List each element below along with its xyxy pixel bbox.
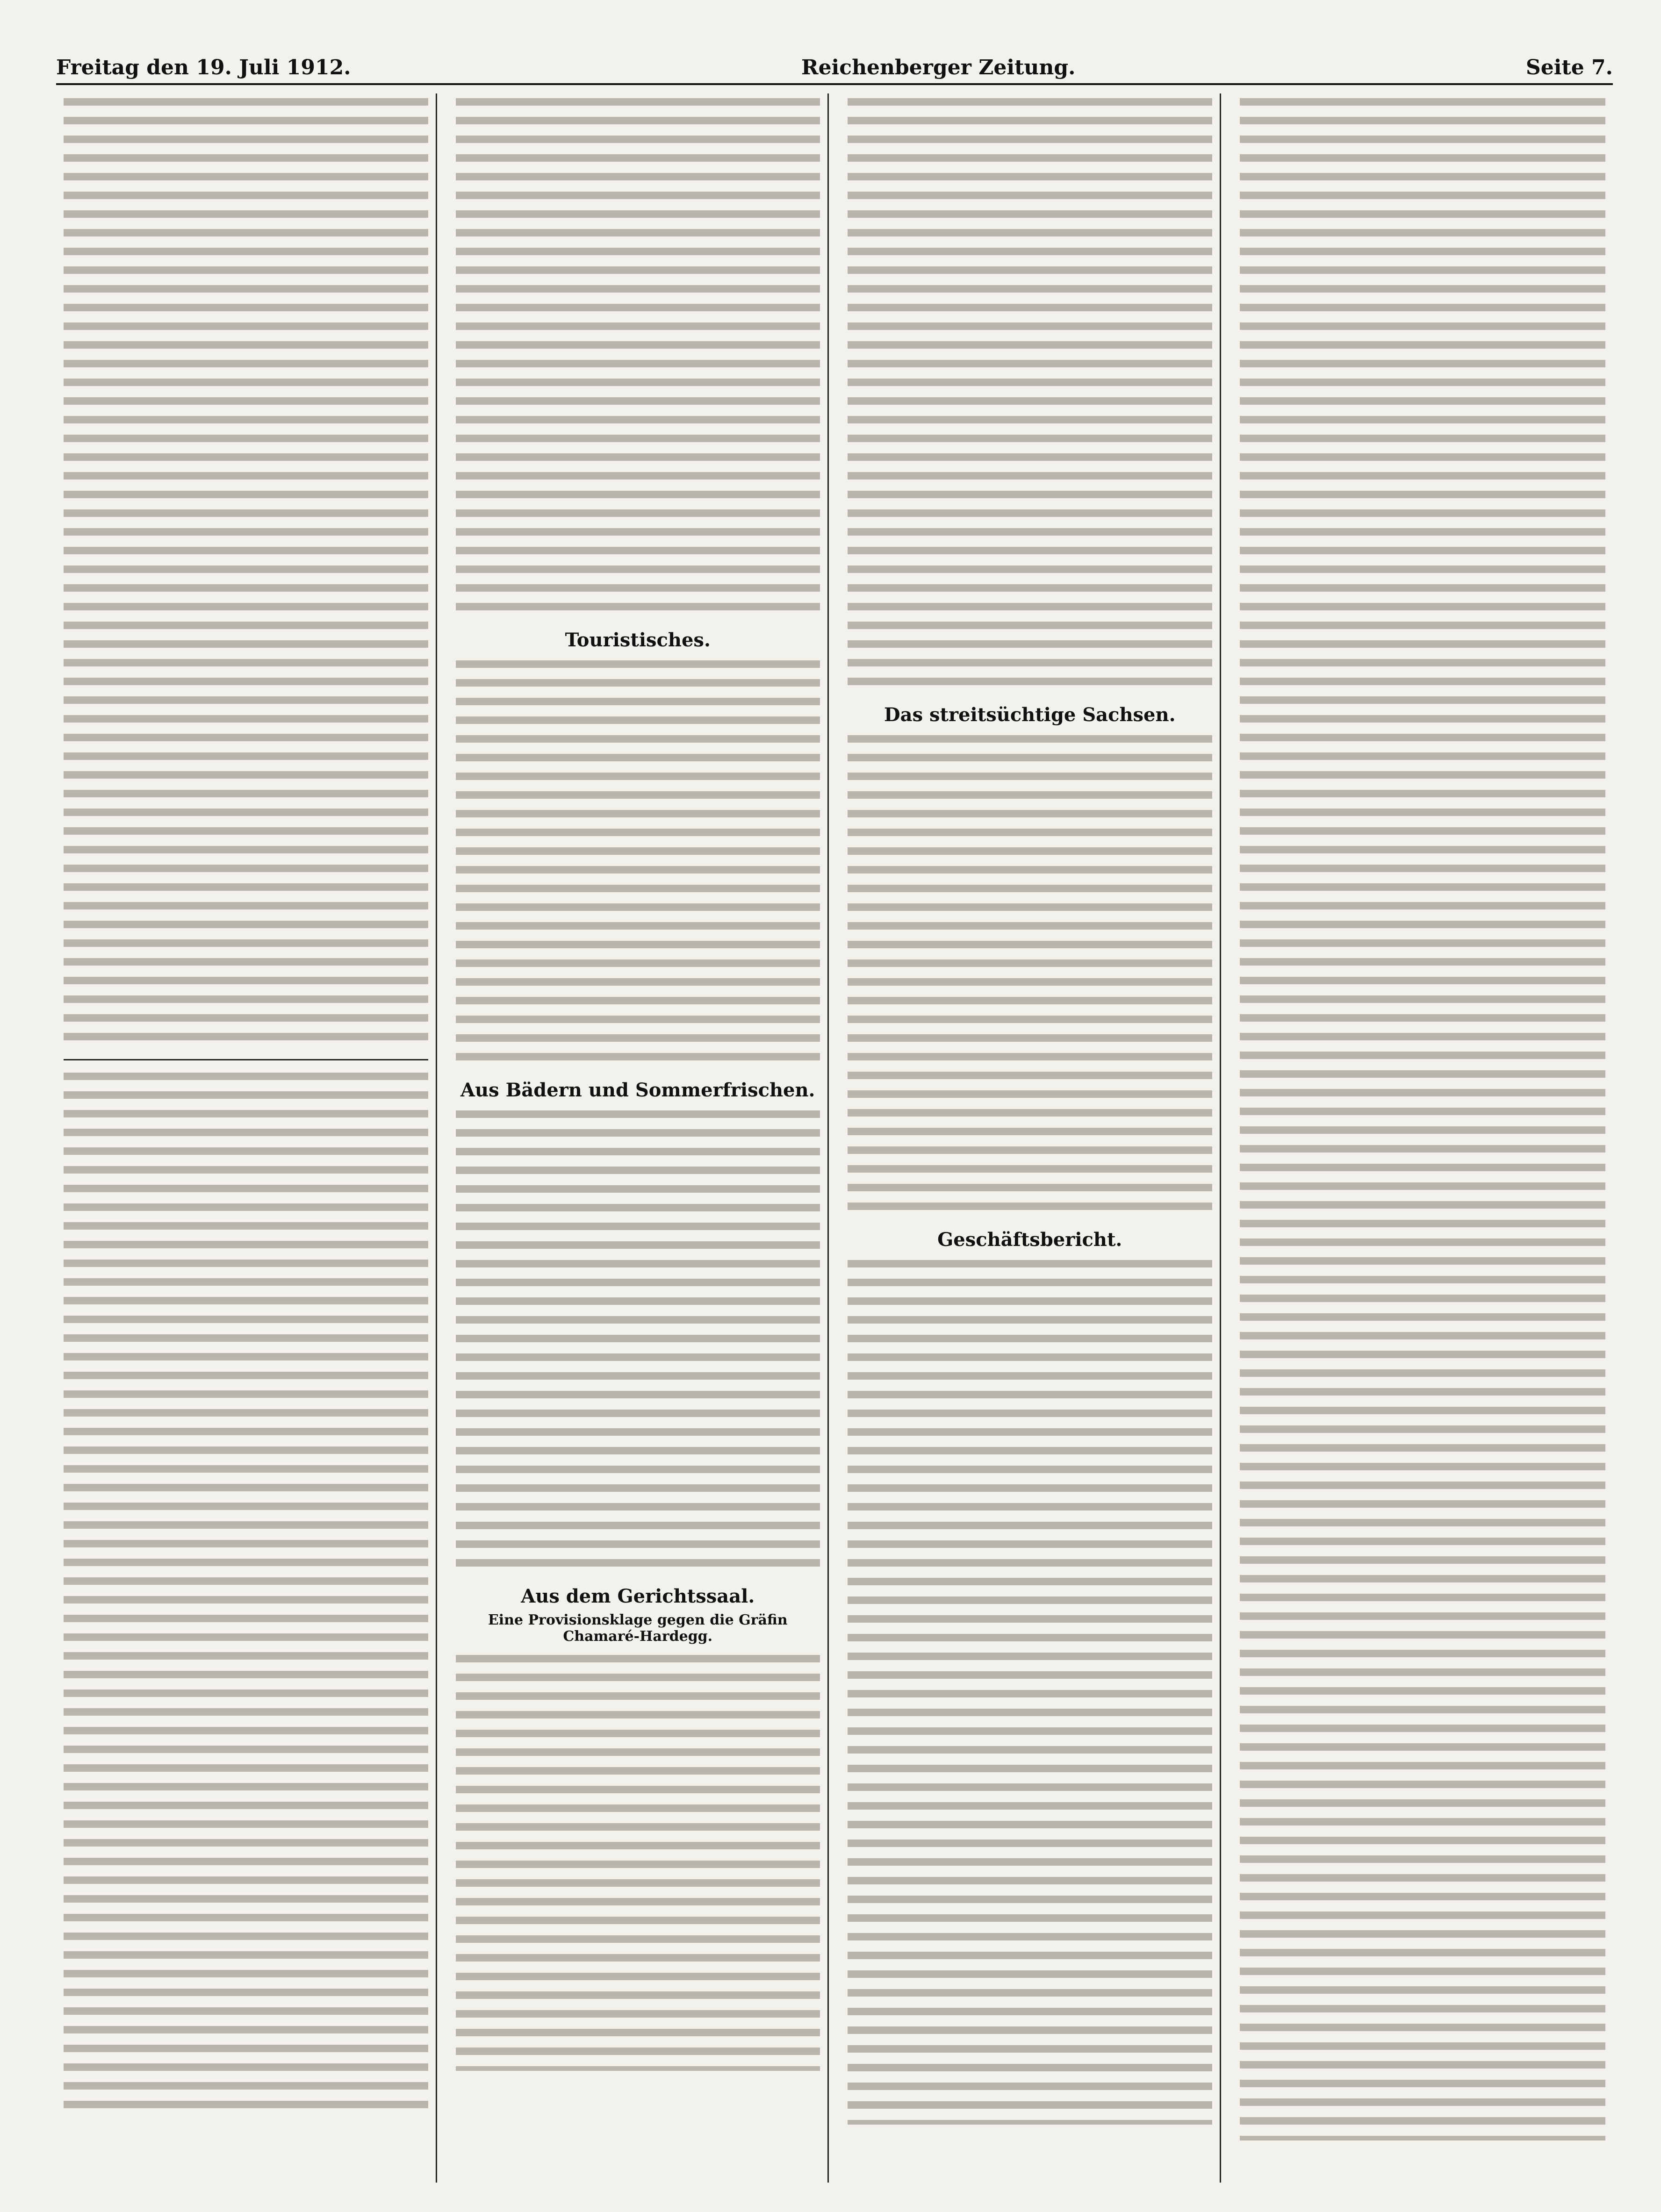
section-heading-baeder: Aus Bädern und Sommerfrischen.: [460, 1079, 815, 1101]
news-items-body: [456, 93, 820, 617]
column-2: [448, 93, 829, 2183]
section-heading-touristik: Touristisches.: [565, 629, 711, 651]
issue-date: Freitag den 19. Juli 1912.: [56, 56, 351, 79]
baeder-body: [456, 1106, 820, 1573]
column-1: [56, 93, 437, 2183]
column-4: [1232, 93, 1613, 2183]
page-header: [56, 42, 1613, 85]
section-heading-gericht: Aus dem Gerichtssaal.: [521, 1585, 755, 1607]
touristik-body: [456, 656, 820, 1067]
gericht-body: [456, 1650, 820, 2071]
column-rule: [64, 1059, 428, 1060]
masthead: Reichenberger Zeitung.: [801, 56, 1076, 79]
section-heading-geschaeft: Geschäftsbericht.: [937, 1229, 1122, 1251]
tennis-results-body: [64, 1068, 428, 2115]
article-subheading: Eine Provisionsklage gegen die Gräfin Chamaré-Hardegg.: [488, 1612, 788, 1645]
sport-article-body: [64, 93, 428, 1047]
gericht-continued-body: [848, 93, 1212, 692]
section-heading-sachsen: Das streitsüchtige Sachsen.: [884, 704, 1176, 726]
page-number: Seite 7.: [1525, 56, 1613, 79]
text-columns: [56, 93, 1613, 2183]
newspaper-page: [56, 42, 1613, 2183]
geschaeft-body: [848, 1255, 1212, 2125]
column-3: [840, 93, 1221, 2183]
business-notices-body: [1240, 93, 1606, 2140]
sachsen-body: [848, 730, 1212, 1217]
